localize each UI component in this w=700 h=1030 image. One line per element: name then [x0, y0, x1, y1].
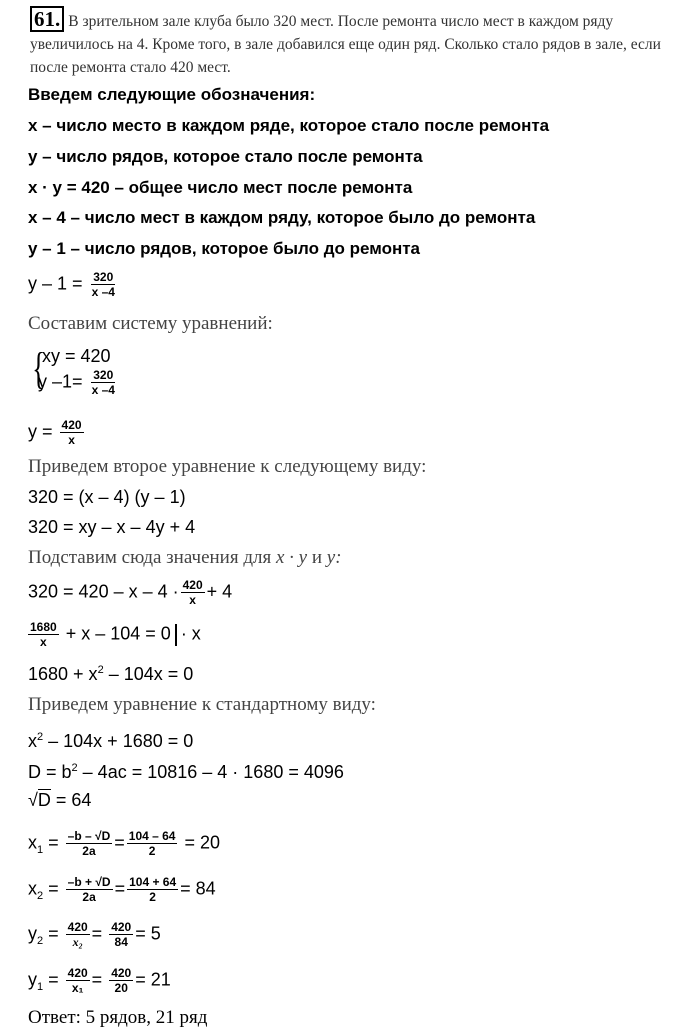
- fraction: [127, 875, 178, 904]
- equation-1: [28, 270, 119, 299]
- denominator: 84: [114, 935, 128, 949]
- eq-rhs: = 20: [184, 832, 221, 853]
- eq-rhs: = 5: [135, 923, 161, 944]
- denominator: 2: [149, 890, 156, 904]
- step-1: Приведем второе уравнение к следующему виду:: [28, 456, 427, 477]
- numerator: 320: [93, 270, 114, 284]
- fraction: [109, 966, 133, 995]
- numerator: –b + √D: [67, 875, 111, 889]
- eq-lhs: y –1=: [38, 371, 83, 392]
- value-y1: $y_1$ = $\frac{420}{\text{x₁}}$ = $\frac{420}{20}$ = 21: [28, 966, 171, 995]
- eq-lhs: y – 1 =: [28, 273, 83, 294]
- root-x2: $x_2$ = $\frac{-b + √D}{2a}$ = $\frac{104 + 64}{2}$ = 84: [28, 875, 216, 904]
- numerator: 420: [67, 966, 88, 980]
- denominator: 20: [114, 981, 128, 995]
- var: y: [28, 923, 37, 944]
- eq-rhs: = 21: [135, 969, 171, 990]
- eq-part: – 104x + 1680 = 0: [48, 731, 194, 751]
- step-expr: x · y: [275, 547, 308, 568]
- denominator: x: [189, 593, 196, 607]
- numerator: 104 – 64: [128, 829, 176, 843]
- fraction: [181, 578, 205, 607]
- subscript: 1: [37, 980, 44, 993]
- intro: Введем следующие обозначения:: [28, 85, 316, 104]
- fraction: [127, 829, 178, 858]
- equation-10: [28, 789, 91, 811]
- exponent: 2: [97, 664, 104, 676]
- fraction: [109, 920, 133, 949]
- step-3: Приведем уравнение к стандартному виду:: [28, 694, 376, 715]
- fraction: [66, 829, 113, 858]
- eq-part: – 104x = 0: [108, 664, 194, 684]
- fraction: [66, 875, 113, 904]
- fraction: [90, 368, 117, 397]
- equation-2: [28, 418, 86, 447]
- radicand: D: [37, 790, 51, 810]
- subscript: 2: [37, 934, 44, 947]
- eq-part: – 4ac = 10816 – 4 · 1680 = 4096: [82, 762, 344, 782]
- numerator: 420: [61, 418, 82, 432]
- multiplier: · x: [180, 623, 201, 644]
- definition: y – число рядов, которое стало после ремонта: [28, 147, 423, 166]
- denominator: x: [40, 635, 47, 649]
- eq-part: 1680 + x: [28, 664, 98, 684]
- eq-rhs: = 64: [55, 790, 92, 810]
- numerator: 420: [67, 920, 88, 934]
- equation-8: [28, 726, 193, 752]
- definition: y – 1 – число рядов, которое было до ремонта: [28, 239, 420, 258]
- value-y2: $y_2$ = $\frac{420}{\text{x₂}}$ = $\frac{420}{84}$ = 5: [28, 920, 161, 949]
- step-2: [28, 547, 342, 569]
- problem-statement: [30, 6, 680, 79]
- sqrt-icon: √: [28, 790, 38, 810]
- eq-lhs: 320 = 420 – x – 4 ·: [28, 581, 179, 602]
- exponent: 2: [37, 731, 44, 743]
- definition: x · y = 420 – общее число мест после ремонта: [28, 178, 413, 197]
- fraction: [28, 620, 59, 649]
- eq-lhs: y =: [28, 421, 53, 442]
- denominator: 2: [148, 844, 156, 858]
- definition: x – число место в каждом ряде, которое стало после ремонта: [28, 116, 550, 135]
- eq-rhs: + x – 104 = 0: [65, 623, 171, 644]
- eq-rhs: = 84: [180, 878, 216, 899]
- var: y: [28, 969, 37, 990]
- numerator: 420: [182, 578, 203, 592]
- numerator: 104 + 64: [129, 875, 177, 889]
- numerator: 420: [111, 966, 132, 980]
- subscript: 1: [37, 843, 44, 856]
- denominator: x: [68, 433, 75, 447]
- system-row-2: [38, 368, 119, 397]
- fraction: [66, 920, 90, 949]
- denominator: x –4: [91, 285, 115, 299]
- var: x: [28, 832, 37, 853]
- equation-7: [28, 659, 193, 685]
- numerator: 1680: [30, 620, 57, 634]
- system-title: Составим систему уравнений:: [28, 313, 273, 334]
- denominator: x₂: [72, 935, 83, 949]
- definition: x – 4 – число мест в каждом ряду, которое было до ремонта: [28, 208, 536, 227]
- step-var: y:: [326, 547, 342, 568]
- fraction: [66, 966, 90, 995]
- denominator: x₁: [71, 981, 84, 995]
- fraction: [90, 270, 117, 299]
- denominator: 2a: [82, 890, 96, 904]
- step-and: и: [311, 547, 323, 568]
- problem-text: В зрительном зале клуба было 320 мест. После ремонта число мест в каждом ряду увеличилось на 4. Кроме того, в зале добавился еще один ряд. Сколько стало рядов в зале, если после ремонта стало 420 мест.: [30, 13, 661, 76]
- denominator: x –4: [91, 383, 115, 397]
- equation-5: [28, 578, 232, 607]
- system-row-1: xy = 420: [42, 346, 111, 366]
- numerator: –b – √D: [67, 829, 111, 843]
- problem-number: 61.: [30, 6, 64, 32]
- equation-3: 320 = (x – 4) (y – 1): [28, 487, 186, 507]
- equation-9: [28, 757, 344, 783]
- brace-icon: {: [32, 344, 45, 393]
- numerator: 320: [93, 368, 114, 382]
- divider: [175, 624, 177, 646]
- answer: Ответ: 5 рядов, 21 ряд: [28, 1007, 208, 1028]
- numerator: 420: [111, 920, 132, 934]
- equation-4: 320 = xy – x – 4y + 4: [28, 517, 196, 537]
- subscript: 2: [37, 889, 44, 902]
- step-text: Подставим сюда значения для: [28, 547, 272, 568]
- eq-part: D = b: [28, 762, 72, 782]
- equation-6: [28, 620, 201, 649]
- fraction: [60, 418, 84, 447]
- denominator: 2a: [82, 844, 96, 858]
- root-x1: $x_1$ = $\frac{-b - √D}{2a}$ = $\frac{104 - 64}{2}$ = 20: [28, 829, 221, 858]
- eq-rhs: + 4: [206, 581, 233, 602]
- eq-part: x: [28, 731, 37, 751]
- var: x: [28, 878, 37, 899]
- exponent: 2: [71, 762, 78, 774]
